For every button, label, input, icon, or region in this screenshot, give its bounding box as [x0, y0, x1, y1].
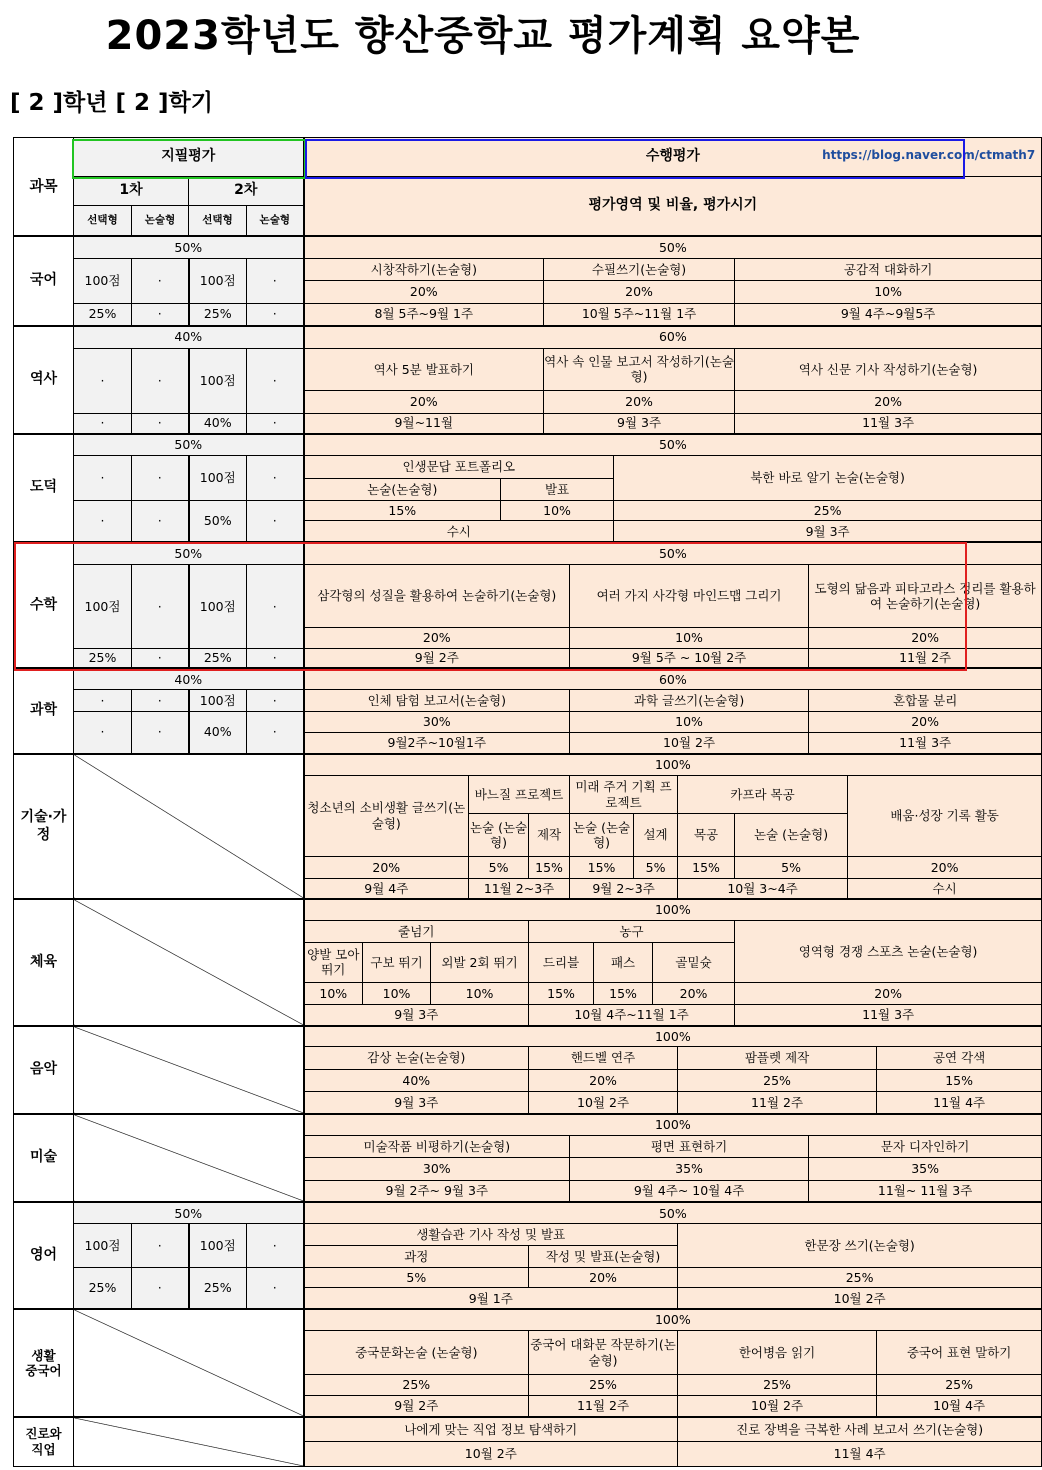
task-ratio: 15% [877, 1069, 1042, 1091]
task-time: 10월 2주 [678, 1288, 1042, 1309]
subtask-name: 발표 [501, 478, 614, 500]
performance-ratio: 100% [304, 1026, 1042, 1047]
cell: 100점 [189, 690, 247, 711]
task-time: 11월 3주 [809, 733, 1042, 754]
subtask-name: 골밑슛 [653, 942, 735, 983]
task-ratio: 10% [501, 501, 614, 521]
subtask-name: 논술 (논술형) [735, 814, 848, 857]
written-exam-header: 지필평가 [74, 138, 304, 177]
cell: 100점 [74, 565, 132, 648]
task-time: 11월 4주 [678, 1442, 1042, 1467]
task-ratio: 20% [544, 391, 735, 413]
task-ratio: 25% [304, 1374, 529, 1395]
task-name: 감상 논술(논술형) [304, 1047, 529, 1069]
task-name: 배움·성장 기록 활동 [848, 775, 1042, 856]
no-written-exam [74, 754, 304, 899]
subject-art: 미술 [14, 1114, 74, 1202]
cell: · [132, 259, 189, 304]
cell: 40% [189, 413, 247, 433]
task-time: 9월 2~3주 [570, 878, 678, 899]
performance-ratio: 50% [304, 1202, 1042, 1223]
task-ratio: 20% [809, 711, 1042, 732]
task-ratio: 15% [678, 857, 735, 878]
task-time: 9월 4주~9월5주 [735, 303, 1042, 325]
task-name: 인생문답 포트폴리오 [304, 456, 614, 478]
task-name: 과학 글쓰기(논술형) [570, 690, 809, 711]
task-name: 청소년의 소비생활 글쓰기(논술형) [304, 775, 469, 856]
written-ratio: 40% [74, 326, 304, 348]
no-written-exam [74, 1309, 304, 1417]
task-time: 11월~ 11월 3주 [809, 1180, 1042, 1202]
task-name: 중국어 대화문 작문하기(논술형) [529, 1331, 678, 1375]
task-ratio: 10% [570, 711, 809, 732]
task-name: 바느질 프로젝트 [469, 775, 570, 814]
essay-1: 논술형 [132, 206, 189, 237]
no-written-exam [74, 1417, 304, 1466]
task-ratio: 10% [735, 281, 1042, 303]
task-name: 여러 가지 사각형 마인드맵 그리기 [570, 565, 809, 628]
task-ratio: 10% [431, 983, 529, 1004]
task-ratio: 20% [848, 857, 1042, 878]
cell: 25% [189, 303, 247, 325]
cell: 100점 [74, 1224, 132, 1268]
task-ratio: 35% [809, 1158, 1042, 1180]
task-name: 삼각형의 성질을 활용하여 논술하기(논술형) [304, 565, 570, 628]
task-name: 문자 디자인하기 [809, 1135, 1042, 1157]
cell: 100점 [189, 565, 247, 648]
subtask-name: 외발 2회 뛰기 [431, 942, 529, 983]
performance-ratio: 50% [304, 542, 1042, 564]
subtask-name: 논술(논술형) [304, 478, 501, 500]
cell: · [247, 690, 304, 711]
task-ratio: 20% [529, 1268, 678, 1288]
cell: · [132, 413, 189, 433]
grade-semester: [ 2 ]학년 [ 2 ]학기 [10, 90, 213, 116]
task-ratio: 20% [735, 391, 1042, 413]
subject-name-line2: 직업 [31, 1442, 56, 1458]
cell: · [247, 348, 304, 413]
first-exam-header: 1차 [74, 176, 189, 206]
subtask-name: 양발 모아뛰기 [304, 942, 363, 983]
subtask-name: 논술 (논술형) [570, 814, 634, 857]
task-ratio: 5% [634, 857, 678, 878]
cell: · [247, 501, 304, 543]
cell: 25% [189, 1268, 247, 1310]
task-ratio: 20% [809, 628, 1042, 648]
task-ratio: 10% [570, 628, 809, 648]
cell: · [247, 303, 304, 325]
subject-history: 역사 [14, 326, 74, 434]
subtask-name: 구보 뛰기 [363, 942, 431, 983]
task-ratio: 5% [304, 1268, 529, 1288]
areas-header: 평가영역 및 비율, 평가시기 [304, 176, 1042, 236]
task-time: 11월 3주 [735, 413, 1042, 433]
task-time: 10월 5주~11월 1주 [544, 303, 735, 325]
subtask-name: 목공 [678, 814, 735, 857]
task-ratio: 25% [529, 1374, 678, 1395]
subject-science: 과학 [14, 668, 74, 753]
cell: · [74, 456, 132, 501]
task-name: 한문장 쓰기(논술형) [678, 1224, 1042, 1268]
cell: · [132, 303, 189, 325]
no-written-exam [74, 899, 304, 1025]
task-ratio: 35% [570, 1158, 809, 1180]
task-time: 9월 4주 [304, 878, 469, 899]
no-written-exam [74, 1026, 304, 1114]
cell: · [247, 711, 304, 754]
task-time: 9월 4주~ 10월 4주 [570, 1180, 809, 1202]
cell: 25% [74, 303, 132, 325]
choice-1: 선택형 [74, 206, 132, 237]
performance-ratio: 60% [304, 326, 1042, 348]
task-time: 11월 4주 [877, 1092, 1042, 1114]
task-ratio: 25% [678, 1069, 877, 1091]
cell: 25% [74, 648, 132, 668]
written-ratio: 50% [74, 542, 304, 564]
task-time: 10월 3~4주 [678, 878, 848, 899]
cell: · [247, 1224, 304, 1268]
written-ratio: 40% [74, 668, 304, 689]
subject-pe: 체육 [14, 899, 74, 1025]
task-name: 역사 신문 기사 작성하기(논술형) [735, 348, 1042, 391]
subtask-name: 작성 및 발표(논술형) [529, 1245, 678, 1267]
task-ratio: 20% [544, 281, 735, 303]
task-name: 미술작품 비평하기(논술형) [304, 1135, 570, 1157]
task-name: 북한 바로 알기 논술(논술형) [614, 456, 1042, 501]
cell: · [247, 565, 304, 648]
task-ratio: 15% [594, 983, 653, 1004]
task-ratio: 20% [529, 1069, 678, 1091]
cell: · [74, 711, 132, 754]
task-ratio: 15% [529, 983, 594, 1004]
cell: · [247, 413, 304, 433]
cell: · [132, 1268, 189, 1310]
subject-korean: 국어 [14, 236, 74, 326]
evaluation-table [13, 137, 1042, 1467]
task-name: 도형의 닮음과 피타고라스 정리를 활용하여 논술하기(논술형) [809, 565, 1042, 628]
cell: · [74, 501, 132, 543]
subject-ethics: 도덕 [14, 434, 74, 543]
cell: · [132, 565, 189, 648]
task-time: 11월 2주 [678, 1092, 877, 1114]
task-time: 10월 2주 [570, 733, 809, 754]
task-time: 10월 4주~11월 1주 [529, 1004, 735, 1025]
subject-math: 수학 [14, 542, 74, 668]
task-time: 11월 2주 [529, 1396, 678, 1417]
subject-chinese [14, 1309, 74, 1417]
performance-ratio: 100% [304, 1114, 1042, 1135]
task-ratio: 25% [877, 1374, 1042, 1395]
performance-title: 수행평가 [645, 148, 700, 165]
task-name: 중국어 표현 말하기 [877, 1331, 1042, 1375]
written-ratio: 50% [74, 236, 304, 258]
cell: 25% [189, 648, 247, 668]
task-ratio: 15% [304, 501, 501, 521]
cell: · [247, 259, 304, 304]
task-time: 10월 2주 [529, 1092, 678, 1114]
task-ratio: 30% [304, 1158, 570, 1180]
task-time: 9월~11월 [304, 413, 544, 433]
cell: · [132, 348, 189, 413]
task-ratio: 25% [678, 1374, 877, 1395]
task-name: 한어병음 읽기 [678, 1331, 877, 1375]
task-time: 9월 1주 [304, 1288, 678, 1309]
cell: · [247, 648, 304, 668]
task-name: 영역형 경쟁 스포츠 논술(논술형) [735, 921, 1042, 983]
cell: · [74, 413, 132, 433]
cell: 100점 [189, 348, 247, 413]
subject-career [14, 1417, 74, 1466]
performance-header [304, 138, 1042, 177]
performance-ratio: 100% [304, 899, 1042, 920]
essay-2: 논술형 [247, 206, 304, 237]
choice-2: 선택형 [189, 206, 247, 237]
subtask-name: 드리블 [529, 942, 594, 983]
cell: 25% [74, 1268, 132, 1310]
task-time: 10월 4주 [877, 1396, 1042, 1417]
written-ratio: 50% [74, 1202, 304, 1223]
task-ratio: 20% [653, 983, 735, 1004]
task-name: 인체 탐험 보고서(논술형) [304, 690, 570, 711]
task-time: 수시 [304, 521, 614, 542]
task-ratio: 40% [304, 1069, 529, 1091]
second-exam-header: 2차 [189, 176, 304, 206]
task-name: 역사 속 인물 보고서 작성하기(논술형) [544, 348, 735, 391]
performance-ratio: 100% [304, 1309, 1042, 1330]
task-ratio: 5% [735, 857, 848, 878]
cell: 40% [189, 711, 247, 754]
cell: 100점 [189, 259, 247, 304]
task-time: 9월 2주 [304, 1396, 529, 1417]
task-ratio: 20% [304, 281, 544, 303]
task-ratio: 20% [304, 628, 570, 648]
performance-ratio: 100% [304, 754, 1042, 775]
cell: 50% [189, 501, 247, 543]
task-time: 11월 2~3주 [469, 878, 570, 899]
task-time: 11월 2주 [809, 648, 1042, 668]
task-time: 10월 2주 [304, 1442, 678, 1467]
task-name: 진로 장벽을 극복한 사례 보고서 쓰기(논술형) [678, 1417, 1042, 1441]
task-ratio: 25% [614, 501, 1042, 521]
task-time: 9월2주~10월1주 [304, 733, 570, 754]
subject-name-line1: 생활 [31, 1347, 56, 1363]
task-name: 공연 각색 [877, 1047, 1042, 1069]
task-name: 생활습관 기사 작성 및 발표 [304, 1224, 678, 1245]
task-time: 수시 [848, 878, 1042, 899]
task-name: 줄넘기 [304, 921, 529, 942]
subtask-name: 논술 (논술형) [469, 814, 529, 857]
task-name: 미래 주거 기획 프로젝트 [570, 775, 678, 814]
cell: · [132, 1224, 189, 1268]
task-name: 핸드벨 연주 [529, 1047, 678, 1069]
task-ratio: 10% [363, 983, 431, 1004]
task-time: 9월 3주 [304, 1092, 529, 1114]
task-time: 8월 5주~9월 1주 [304, 303, 544, 325]
cell: · [132, 690, 189, 711]
task-time: 11월 3주 [735, 1004, 1042, 1025]
task-time: 9월 3주 [304, 1004, 529, 1025]
cell: · [132, 456, 189, 501]
subject-header: 과목 [14, 138, 74, 237]
performance-ratio: 60% [304, 668, 1042, 689]
task-name: 카프라 목공 [678, 775, 848, 814]
performance-ratio: 50% [304, 434, 1042, 456]
performance-ratio: 50% [304, 236, 1042, 258]
task-ratio: 25% [678, 1268, 1042, 1288]
task-ratio: 20% [735, 983, 1042, 1004]
task-ratio: 20% [304, 391, 544, 413]
cell: · [247, 456, 304, 501]
task-name: 시창작하기(논술형) [304, 259, 544, 281]
task-ratio: 30% [304, 711, 570, 732]
task-time: 9월 5주 ~ 10월 2주 [570, 648, 809, 668]
cell: · [132, 501, 189, 543]
cell: · [132, 711, 189, 754]
cell: 100점 [74, 259, 132, 304]
task-name: 혼합물 분리 [809, 690, 1042, 711]
subtask-name: 설계 [634, 814, 678, 857]
task-name: 농구 [529, 921, 735, 942]
cell: · [74, 690, 132, 711]
subject-name-line1: 진로와 [25, 1426, 62, 1442]
cell: · [132, 648, 189, 668]
page-title: 2023학년도 향산중학교 평가계획 요약본 [105, 13, 861, 59]
subject-music: 음악 [14, 1026, 74, 1114]
task-time: 9월 3주 [614, 521, 1042, 542]
blog-url: https://blog.naver.com/ctmath7 [822, 148, 1036, 162]
subject-name-line2: 중국어 [25, 1363, 62, 1379]
task-name: 팜플렛 제작 [678, 1047, 877, 1069]
subject-english: 영어 [14, 1202, 74, 1309]
task-name: 공감적 대화하기 [735, 259, 1042, 281]
task-ratio: 20% [304, 857, 469, 878]
task-ratio: 10% [304, 983, 363, 1004]
subject-tech-home: 기술·가정 [14, 754, 74, 899]
subtask-name: 패스 [594, 942, 653, 983]
cell: 100점 [189, 1224, 247, 1268]
task-name: 역사 5분 발표하기 [304, 348, 544, 391]
task-name: 수필쓰기(논술형) [544, 259, 735, 281]
no-written-exam [74, 1114, 304, 1202]
cell: · [74, 348, 132, 413]
subtask-name: 과정 [304, 1245, 529, 1267]
task-name: 중국문화논술 (논술형) [304, 1331, 529, 1375]
subtask-name: 제작 [529, 814, 570, 857]
task-time: 10월 2주 [678, 1396, 877, 1417]
task-ratio: 5% [469, 857, 529, 878]
task-ratio: 15% [570, 857, 634, 878]
task-time: 9월 2주 [304, 648, 570, 668]
task-ratio: 15% [529, 857, 570, 878]
task-time: 9월 3주 [544, 413, 735, 433]
task-name: 평면 표현하기 [570, 1135, 809, 1157]
cell: · [247, 1268, 304, 1310]
task-name: 나에게 맞는 직업 정보 탐색하기 [304, 1417, 678, 1441]
task-time: 9월 2주~ 9월 3주 [304, 1180, 570, 1202]
cell: 100점 [189, 456, 247, 501]
written-ratio: 50% [74, 434, 304, 456]
